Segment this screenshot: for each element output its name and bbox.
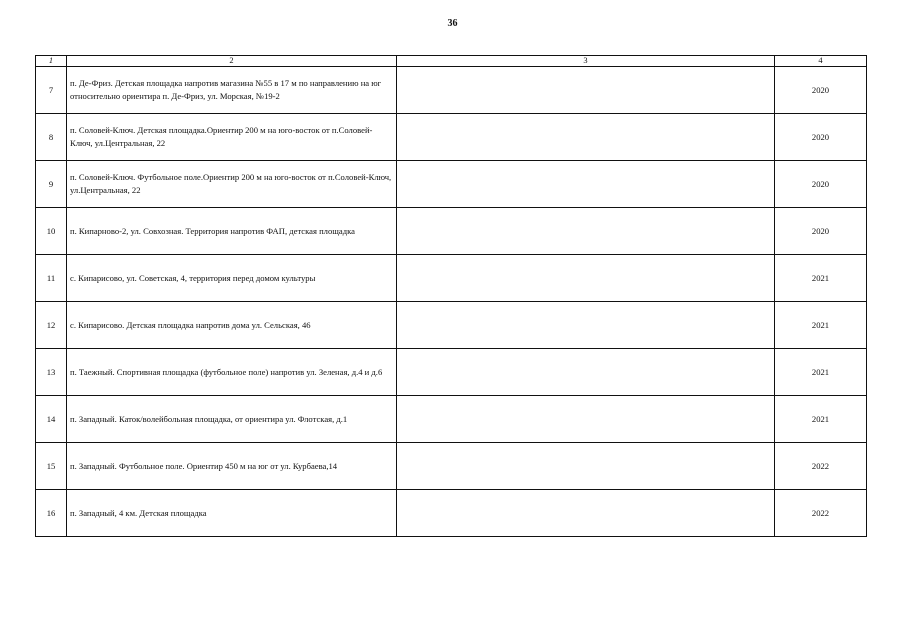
row-year-cell: 2021 (775, 302, 867, 349)
row-description-cell: п. Кипарново-2, ул. Совхозная. Территория напротив ФАП, детская площадка (67, 208, 397, 255)
column-header-1: 1 (36, 56, 67, 67)
row-number-cell: 16 (36, 490, 67, 537)
row-column3-cell (397, 114, 775, 161)
row-year-cell: 2021 (775, 349, 867, 396)
row-number-cell: 14 (36, 396, 67, 443)
table-row (36, 302, 867, 349)
row-number-cell: 15 (36, 443, 67, 490)
row-year-cell: 2020 (775, 208, 867, 255)
row-description-cell: п. Соловей-Ключ. Детская площадка.Ориентир 200 м на юго-восток от п.Соловей-Ключ, ул.Центральная, 22 (67, 114, 397, 161)
row-number-cell: 8 (36, 114, 67, 161)
row-number-cell: 13 (36, 349, 67, 396)
column-header-4: 4 (775, 56, 867, 67)
table-row (36, 161, 867, 208)
row-number-cell: 12 (36, 302, 67, 349)
row-description-cell: с. Кипарисово, ул. Советская, 4, территория перед домом культуры (67, 255, 397, 302)
column-header-3: 3 (397, 56, 775, 67)
row-year-cell: 2021 (775, 396, 867, 443)
table-row (36, 208, 867, 255)
row-column3-cell (397, 302, 775, 349)
row-year-cell: 2022 (775, 490, 867, 537)
row-column3-cell (397, 255, 775, 302)
table-body (36, 56, 867, 537)
row-description-cell: п. Западный. Футбольное поле. Ориентир 450 м на юг от ул. Курбаева,14 (67, 443, 397, 490)
row-description-cell: п. Соловей-Ключ. Футбольное поле.Ориентир 200 м на юго-восток от п.Соловей-Ключ, ул.Центральная, 22 (67, 161, 397, 208)
table-row (36, 255, 867, 302)
row-column3-cell (397, 349, 775, 396)
row-number-cell: 11 (36, 255, 67, 302)
row-number-cell: 7 (36, 67, 67, 114)
row-column3-cell (397, 67, 775, 114)
row-year-cell: 2021 (775, 255, 867, 302)
row-year-cell: 2020 (775, 67, 867, 114)
row-number-cell: 9 (36, 161, 67, 208)
row-description-cell: п. Таежный. Спортивная площадка (футбольное поле) напротив ул. Зеленая, д.4 и д.6 (67, 349, 397, 396)
table-row (36, 396, 867, 443)
row-year-cell: 2020 (775, 161, 867, 208)
row-column3-cell (397, 396, 775, 443)
projects-table (35, 55, 867, 537)
row-number-cell: 10 (36, 208, 67, 255)
row-year-cell: 2022 (775, 443, 867, 490)
row-column3-cell (397, 490, 775, 537)
table-row (36, 114, 867, 161)
row-column3-cell (397, 443, 775, 490)
table-row (36, 67, 867, 114)
row-description-cell: п. Западный, 4 км. Детская площадка (67, 490, 397, 537)
row-description-cell: п. Западный. Каток/волейбольная площадка, от ориентира ул. Флотская, д.1 (67, 396, 397, 443)
row-column3-cell (397, 208, 775, 255)
row-column3-cell (397, 161, 775, 208)
row-description-cell: с. Кипарисово. Детская площадка напротив дома ул. Сельская, 46 (67, 302, 397, 349)
table-row (36, 490, 867, 537)
table-row (36, 349, 867, 396)
row-year-cell: 2020 (775, 114, 867, 161)
page-number: 36 (447, 18, 458, 29)
table-header-row (36, 56, 867, 67)
table-row (36, 443, 867, 490)
column-header-2: 2 (67, 56, 397, 67)
row-description-cell: п. Де-Фриз. Детская площадка напротив магазина №55 в 17 м по направлению на юг относительно ориентира п. Де-Фриз, ул. Морская, №19-2 (67, 67, 397, 114)
